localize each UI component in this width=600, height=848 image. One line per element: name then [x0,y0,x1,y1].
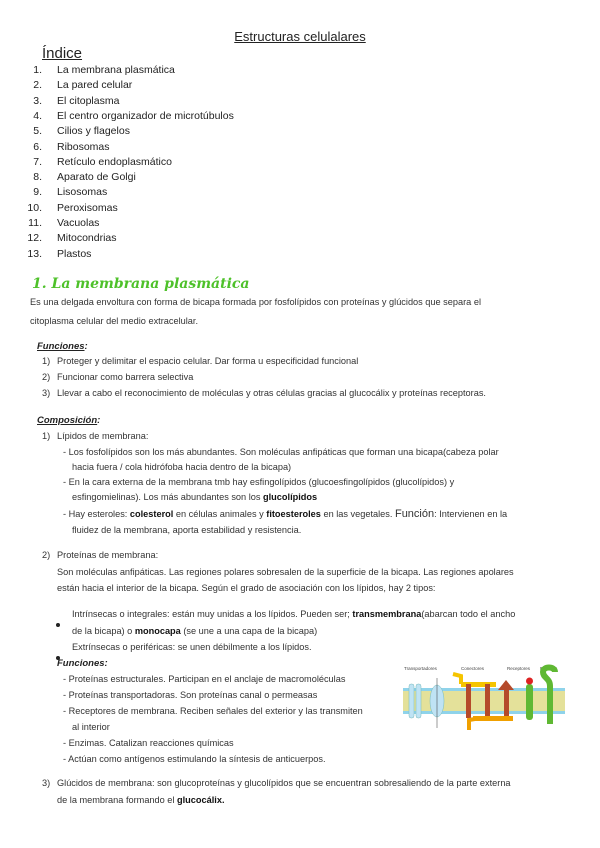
index-item: Ribosomas [57,140,110,153]
funciones-label: Funciones: [37,341,88,352]
figure-label: Enzimas [540,666,558,671]
proteina-funcion-item: - Proteínas transportadoras. Son proteínas canal o permeasas [63,689,318,700]
index-number: 11. [28,217,42,229]
index-number: 9. [33,186,42,199]
intro-line: Es una delgada envoltura con forma de bicapa formada por fosfolípidos con proteínas y glúcidos que separa el [30,297,481,307]
index-number: 13. [27,247,42,260]
index-item: Cilios y flagelos [57,125,130,138]
funcion-item: Llevar a cabo el reconocimiento de moléculas y otras células gracias al glucocálix y proteínas receptoras. [57,387,486,398]
index-item: La pared celular [57,79,133,92]
figure-label: Transportadores [404,666,437,671]
index-number: 4. [33,109,42,122]
index-item: Vacuolas [57,217,100,229]
lipidos-title: Lípidos de membrana: [57,431,149,441]
item-number: 3) [42,778,51,788]
index-item: Aparato de Golgi [57,171,136,184]
funciones-label: Funciones: [57,658,108,669]
index-item: Peroxisomas [57,201,118,214]
index-item: El centro organizador de microtúbulos [57,109,234,122]
index-number: 10. [27,201,42,214]
index-item: Lisosomas [57,186,108,199]
bullet-intrinsecas: Intrínsecas o integrales: están muy unidas a los lípidos. Pueden ser; transmembrana(abarcan todo el ancho [72,609,516,619]
figure-label: Conectores [461,666,485,671]
index-number: 1. [33,64,42,76]
intro-line: citoplasma celular del medio extracelular. [30,316,199,326]
figure-label: Receptores [507,666,531,671]
glucidos-line: Glúcidos de membrana: son glucoproteínas y glucolípidos que se encuentran sobresaliendo de la parte externa [57,778,511,788]
proteina-funcion-item: - Enzimas. Catalizan reacciones químicas [63,737,234,748]
bullet-icon [56,614,60,632]
proteinas-title: Proteínas de membrana: [57,550,159,560]
index-item: Plastos [57,247,92,260]
index-number: 12. [27,232,42,245]
proteina-funcion-item: - Actúan como antígenos estimulando la síntesis de anticuerpos. [63,753,326,764]
item-number: 1) [42,356,51,366]
index-number: 6. [33,140,42,153]
lipidos-d2: - En la cara externa de la membrana tmb hay esfingolípidos (glucoesfingolípidos (glucolípidos) y [63,477,455,487]
proteina-funcion-item: - Proteínas estructurales. Participan en el anclaje de macromoléculas [63,674,346,684]
lipidos-d1: hacia fuera / cola hidrófoba hacia dentro de la bicapa) [72,462,292,472]
index-heading: Índice [42,45,83,62]
item-number: 2) [42,550,51,560]
index-number: 5. [33,125,42,138]
composicion-label: Composición: [37,415,101,426]
funcion-item: Proteger y delimitar el espacio celular. Dar forma u especificidad funcional [57,356,359,366]
lipidos-d2: esfingomielinas). Los más abundantes son los glucolípidos [72,492,318,502]
bullet-intrinsecas: de la bicapa) o monocapa (se une a una capa de la bicapa) [72,626,318,636]
item-number: 2) [42,371,51,382]
proteina-funcion-item: - Receptores de membrana. Reciben señales del exterior y las transmiten [63,705,363,716]
index-number: 2. [33,79,42,92]
index-item: Retículo endoplasmático [57,155,172,168]
proteinas-text: están hacia el interior de la bicapa. Según el grado de asociación con los lípidos, hay 2 tipos: [57,583,436,593]
proteinas-text: Son moléculas anfipáticas. Las regiones polares sobresalen de la superficie de la bicapa. Las regiones apolares [57,567,514,577]
document-title: Estructuras celulalares [234,29,366,44]
lipidos-d3: - Hay esteroles: colesterol en células animales y fitoesteroles en las vegetales. Función: Intervienen en la [63,508,508,520]
lipidos-d3: fluidez de la membrana, aporta estabilidad y resistencia. [72,525,302,535]
index-number: 7. [33,155,42,168]
glucidos-line: de la membrana formando el glucocálix. [57,795,225,805]
index-item: Mitocondrias [57,232,117,245]
proteina-funcion-item: al interior [72,721,110,732]
index-item: La membrana plasmática [57,64,175,76]
lipidos-d1: - Los fosfolípidos son los más abundantes. Son moléculas anfipáticas que forman una bicapa(cabeza polar [63,447,499,457]
bullet-extrinsecas: Extrínsecas o periféricas: se unen débilmente a los lípidos. [72,642,312,652]
funcion-item: Funcionar como barrera selectiva [57,371,194,382]
item-number: 1) [42,431,51,441]
index-number: 3. [33,94,42,107]
index-item: El citoplasma [57,94,120,107]
index-number: 8. [33,171,42,184]
section-heading: 1. La membrana plasmática [32,276,250,292]
membrane-proteins-figure [403,664,565,742]
item-number: 3) [42,387,51,398]
